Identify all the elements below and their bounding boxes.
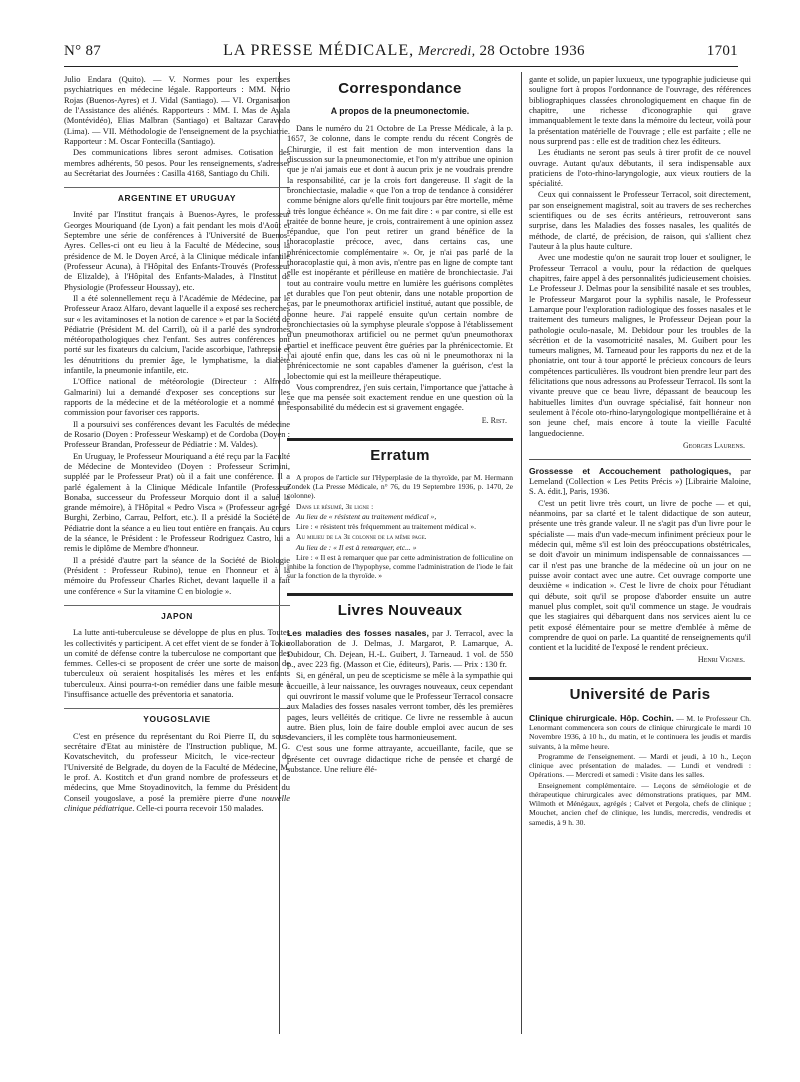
paragraph bbox=[529, 713, 751, 751]
paragraph: C'est sous une forme attrayante, accueillante, facile, que se présente cet ouvrage didactique riche de pensée et chargé de substance. Une reliure élé- bbox=[287, 743, 513, 775]
paragraph: Vous comprendrez, j'en suis certain, l'importance que j'attache à ce que ma pensée soit exactement rendue en une question où la responsabilité du médecin est si gravement engagée. bbox=[287, 381, 513, 413]
signature: E. Rist. bbox=[481, 415, 507, 425]
paragraph: Lire : « Il est à remarquer que par cette administration de folliculine on inhibe la fonction de l'hypophyse, comme l'administration de l'iode le fait sur la fonction de la thyroïde. » bbox=[287, 552, 513, 581]
paragraph: Les étudiants ne seront pas seuls à tirer profit de ce nouvel ouvrage. Autant qu'aux débutants, il sera indispensable aux praticiens de l'oto-rhino-laryngologie, aux vieux routiers de la spécialité. bbox=[529, 147, 751, 189]
journal-title: LA PRESSE MÉDICALE, bbox=[223, 42, 415, 59]
section-heading-japon: JAPON bbox=[64, 605, 290, 621]
book-title: Grossesse et Accouchement pathologiques, bbox=[529, 465, 732, 476]
paragraph: En Uruguay, le Professeur Mouriquand a été reçu par la Faculté de Médecine de Montevideo (Doyen : Professeur Scrimini, suppléé par le Professeur Prat) où il a fait une conférence. Il a parlé également à la Clinique Médicale Infantile (Professeur Bonaba, successeur du Professeur Morquio dont il a salué la grande mémoire), à l'Hôpital « Pedro Visca » (Professeur agrégé Burghi, Zerbino, Carrau, Pelfort, etc.). Il a présidé la Société de Pédiatrie dont la séance a eu lieu tout entière en français. Au cours de la séance, le Président : le Professeur Rodriguez Castro, lui a remis le diplôme de Membre d'honneur. bbox=[64, 450, 290, 554]
paragraph: Dans le résumé, 3e ligne : bbox=[296, 501, 374, 511]
paragraph: Il a été solennellement reçu à l'Académie de Médecine, par le Professeur Araoz Alfaro, devant laquelle il a exposé ses recherches sur « les avitaminoses et la notion de carence » et par la Société de Pédiatrie (Président M. del Carril), où il a parlé des syndromes météoropathologiques chez l'enfant. Ses autres conférences ont porté sur les fixateurs du calcium, l'acide ascorbique, l'athrepsie et les dénutritions du premier âge, le lymphatisme, la diabète infantile, la pneumonie infantile, etc. bbox=[64, 292, 290, 376]
paragraph: C'est un petit livre très court, un livre de poche — et qui, néanmoins, par sa clarté et le talent didactique de son auteur, présente une très grande valeur. Il ne s'agit pas d'un livre pour le spécialiste — mais d'un vade-mecum infiniment précieux pour le médecin qui, même s'il est loin des préoccupations obstétricales, se doit d'avoir un minimum indispensable de connaissances — car il n'est pas une branche de la médecine où un jour on ne puisse avoir contact avec une autre. Cet ouvrage comporte une deuxième « indication ». C'est le livre de choix pour l'étudiant qui débute, soit qu'il se propose d'aborder ensuite un autre manuel plus complet, soit qu'il commence un stage. Je voudrais que les stagiaires qui débarquent dans nos services aient lu ce petit exposé élémentaire pour se mettre d'emblée à même de comprendre de quoi on parle. La quantité de renseignements qu'il contient et la lucidité de l'exposé le rendent précieux. bbox=[529, 497, 751, 653]
section-heading-yougoslavie: YOUGOSLAVIE bbox=[64, 708, 290, 724]
header-rule bbox=[64, 66, 738, 67]
page-number: 1701 bbox=[706, 43, 738, 59]
book-title: Les maladies des fosses nasales, bbox=[287, 627, 429, 638]
paragraph: L'Office national de météorologie (Directeur : Alfredo Galmarini) lui a demandé d'exposer ses conceptions sur les rapports de la médecine et de la météorologie et a nommé une commission pour favoriser ces rapports. bbox=[64, 376, 290, 418]
paragraph: Au lieu de : « Il est à remarquer, etc... » bbox=[296, 542, 417, 552]
section-heading-universite: Université de Paris bbox=[529, 677, 751, 704]
paragraph: Programme de l'enseignement. — Mardi et jeudi, à 10 h., Leçon clinique avec présentation de malades. — Lundi et vendredi : Opérations. — Mercredi et samedi : Visite dans les salles. bbox=[529, 751, 751, 780]
issue-date: 28 Octobre 1936 bbox=[479, 43, 585, 59]
paragraph: Au milieu de la 3e colonne de la même page. bbox=[296, 532, 427, 542]
text-run: C'est en présence du représentant du Roi Pierre II, du sous-secrétaire d'Etat au ministère de l'Instruction publique, M. G. Kovatschevitch, du professeur Micitch, le vice-recteur de l'Université de Belgrade, du doyen de la Faculté de Médecine, M. le prof. A. Kostitch et d'un grand nombre de professeurs et de médecins, que Mme Stoyadinovitch, la femme du Président du Conseil yougoslave, a posé la première pierre d'une bbox=[64, 730, 290, 803]
book-details: par J. Terracol, avec la collaboration de J. Delmas, J. Margarot, P. Lamarque, A. Dubidour, Ch. Dejean, H.-L. Guibert, J. Tarneaud. 1 vol. de 550 p., avec 223 fig. (Masson et Cie, éditeurs), Paris. — Prix : 130 fr. bbox=[287, 627, 513, 669]
paragraph bbox=[529, 466, 751, 497]
paragraph: gante et solide, un papier luxueux, une typographie judicieuse qui souligne fort à propos l'ordonnance de l'ouvrage, des références bibliographiques classées chronologiquement en chaque fin de chapitre, une richesse d'iconographie qui grave immanquablement le texte dans la mémoire du lecteur, voilà pour la présentation matérielle de l'ouvrage ; elle est parfaite ; elle ne nous surprend pas : elle est de tradition chez les éditeurs. bbox=[529, 74, 751, 146]
masthead bbox=[223, 42, 585, 60]
running-head bbox=[64, 42, 738, 66]
paragraph bbox=[287, 628, 513, 669]
paragraph: Il a poursuivi ses conférences devant les Facultés de médecine de Rosario (Doyen : Professeur Weskamp) et de Cordoba (Doyen : Professeur Brandan, Professeur de Pédiatrie : M. Valdes). bbox=[64, 418, 290, 450]
text-run: . Celle-ci pourra recevoir 150 malades. bbox=[132, 802, 264, 813]
paragraph: Au lieu de « résistent au traitement médical », bbox=[296, 511, 437, 521]
issue-number: N° 87 bbox=[64, 43, 102, 59]
section-heading-erratum: Erratum bbox=[287, 438, 513, 465]
article-subtitle: A propos de la pneumonectomie. bbox=[330, 106, 470, 117]
paragraph bbox=[64, 731, 290, 814]
signature: Georges Laurens. bbox=[682, 440, 745, 450]
paragraph: Si, en général, un peu de scepticisme se mêle à la sympathie qui accueille, à leur naissance, les ouvrages nouveaux, ceux cependant qui ouvriront le massif volume que le Professeur Terracol consacre aux Maladies des fosses nasales verront tomber, dès les premières pages, leurs velléités de critique. Ce livre ne ressemble à aucun autre. Bien plus, loin de faire double emploi avec aucun de ses devanciers, il les complète tous harmonieusement. bbox=[287, 670, 513, 743]
paragraph: Avec une modestie qu'on ne saurait trop louer et souligner, le Professeur Terracol a voulu, pour la rédaction de quelques chapitres, faire appel à des personnalités judicieusement choisies. Le Professeur J. Delmas pour la sensibilité nasale et ses troubles, le Professeur Margarot pour la syphilis nasale, le Professeur Lamarque pour l'exploration radiologique des fosses nasales et le traitement des tumeurs malignes, le Professeur Dejean pour la pathologie oculo-nasale, M. Debidour pour les troubles de la sécrétion et de la vasomotricité nasales, M. Guibert pour les tumeurs malignes, M. Tarneaud pour les rapports du nez et de la phoniatrie, ont tour à tour apporté le précieux concours de leurs compétences particulières. Ils voudront bien prendre leur part des félicitations que nous adressons au Professeur Terracol. Ils sont la vivante preuve que ce beau livre, dépassant de beaucoup les habituelles limites d'un ouvrage spécialisé, fait honneur non seulement à l'école oto-rhino-laryngologique montpelliéraine et à son jeune chef, mais encore à toute la vieille Faculté languedocienne. bbox=[529, 252, 751, 438]
section-heading-livres-nouveaux: Livres Nouveaux bbox=[287, 593, 513, 620]
column-rule-right bbox=[521, 72, 522, 1034]
divider bbox=[529, 459, 751, 460]
paragraph: Enseignement complémentaire. — Leçons de séméiologie et de thérapeutique chirurgicales avec démonstrations pratiques, par MM. Wilmoth et Ménégaux, agrégés ; Calvet et Pergola, chefs de clinique ; Mouchet, ancien chef de clinique, les lundis, mercredis, vendredis et samedis, à 9 h. 30. bbox=[529, 780, 751, 827]
paragraph: Il a présidé d'autre part la séance de la Société de Biologie (Président : Professeur Rubino), tenue en l'honneur et à la mémoire du Professeur Charles Richet, devant laquelle il a fait une conférence « Sur la vitamine C en biologie ». bbox=[64, 554, 290, 596]
signature: Henri Vignes. bbox=[697, 655, 745, 665]
section-heading-argentine: ARGENTINE ET URUGUAY bbox=[64, 187, 290, 203]
paragraph: Julio Endara (Quito). — V. Normes pour les expertises psychiatriques en médecine légale. Rapporteurs : MM. Nério Rojas (Buenos-Ayres) et J. Vidal (Santiago). — VI. Organisation de l'Assistance des aliénés. Rapporteurs : MM. I. Mas de Ayala (Montévidéo), Elias Malbran (Santiago) et Baltazar Caravedo (Lima). — VII. Méthodologie de l'enseignement de la psychiatrie. Rapporteur : M. Oscar Fontecilla (Santiago). bbox=[64, 74, 290, 146]
column-middle bbox=[287, 74, 513, 775]
issue-day: Mercredi, bbox=[418, 44, 476, 59]
column-right bbox=[529, 74, 751, 828]
paragraph: Invité par l'Institut français à Buenos-Ayres, le professeur Georges Mouriquand (de Lyon) a fait pendant les mois d'Août et Septembre une série de conférences à l'Université de Buenos-Ayres. Celles-ci ont eu lieu à la Faculté de Médecine, sous la présidence de M. le Doyen Arcé, à la Clinique médicale infantile (Professeur Acuna), à l'Hôpital des Enfants-Trouvés (Professeur de Elizalde), à l'Hôpital des Enfants-Malades, à l'Institut de Physiologie (Professeur Houssay), etc. bbox=[64, 209, 290, 292]
paragraph: Ceux qui connaissent le Professeur Terracol, soit directement, par son enseignement magistral, soit au travers de ses recherches scientifiques ou de ses écrits antérieurs, retrouveront sans surprise, dans les Maladies des fosses nasales, les qualités de méthode, de clarté, de précision, de raison, qui s'allient chez l'auteur à la plus haute culture. bbox=[529, 189, 751, 251]
emphasis: nouvelle clinique pédiatrique bbox=[64, 792, 290, 813]
paragraph: A propos de l'article sur l'Hyperplasie de la thyroïde, par M. Hermann Zondek (La Presse Médicale, n° 76, du 19 Septembre 1936, p. 1470, 2e colonne). bbox=[287, 472, 513, 501]
column-left bbox=[64, 74, 290, 814]
paragraph: Dans le numéro du 21 Octobre de La Presse Médicale, à la p. 1657, 3e colonne, dans le compte rendu du récent Congrès de Chirurgie, il est fait mention de mon intervention dans la discussion sur la pneumonectomie, et l'on m'y attribue une opinion que je n'ai jamais eue et dont à aucun prix je ne voudrais prendre la responsabilité, car je la crois fort dangereuse. Il s'agit de la bronchiectasie, maladie « que l'on a trop de tendance à considérer comme bénigne alors qu'elle finit toujours par être mortelle, même à très longue échéance ». On me fait dire : « par contre, si elle est traitée de bonne heure, je crois, contrairement à une opinion assez répandue, que l'on peut retirer un grand bénéfice de la thoracoplastie précoce, avec, dans certains cas, une phrénicectomie complémentaire ». Or, je n'ai pas parlé de la thoracoplastie qui, à mon avis, n'entre pas en ligne de compte tant elle est inopérante et périlleuse en matière de bronchiectasie. J'ai tout au contraire voulu mettre en lumière les guérisons complètes et durables que l'on peut obtenir, dans une notable proportion de cas, par le pneumothorax artificiel institué, autant que possible, de bonne heure. J'ai rappelé ensuite qu'un certain nombre de bronchiectasies où la symphyse pleurale s'oppose à l'établissement d'un pneumothorax artificiel ou ne permet qu'un pneumothorax partiel et inefficace peuvent être guéries par la phrénicectomie. Et j'ai ajouté enfin que, dans les cas où ni le pneumothorax ni la phrénicectomie ne sont capables d'amener la guérison, c'est la lobectomie qui est la meilleure thérapeutique. bbox=[287, 123, 513, 381]
paragraph: Lire : « résistent très fréquemment au traitement médical ». bbox=[296, 522, 477, 532]
paragraph: Des communications libres seront admises. Cotisation des membres adhérents, 50 pesos. Pour les renseignements, s'adresser au Secrétariat des Journées : Casilla 4168, Santiago du Chili. bbox=[64, 147, 290, 178]
notice-text: — M. le Professeur Ch. Lenormant commencera son cours de clinique chirurgicale le mardi 10 Novembre 1936, à 10 h., du matin, et le continuera les jeudis et mardis suivants, à la même heure. bbox=[529, 713, 751, 751]
book-details: par Lemeland (Collection « Les Petits Précis ») [Librairie Maloine, S. A. édit.], Paris, 1936. bbox=[529, 465, 751, 497]
section-heading-correspondance: Correspondance bbox=[338, 80, 462, 97]
notice-title: Clinique chirurgicale. Hôp. Cochin. bbox=[529, 712, 674, 723]
paragraph: La lutte anti-tuberculeuse se développe de plus en plus. Toutes les collectivités y participent. A cet effet vient de se fonder à Tokio un comité de défense contre la tuberculose ne comportant que des femmes. Celles-ci se proposent de créer une sorte de maison de tuberculeux où seraient hospitalisés les mères et les enfants tuberculeux. Ainsi pourra-t-on remédier dans une faible mesure à l'insuffisance actuelle des préventoria et sanatoria. bbox=[64, 627, 290, 700]
